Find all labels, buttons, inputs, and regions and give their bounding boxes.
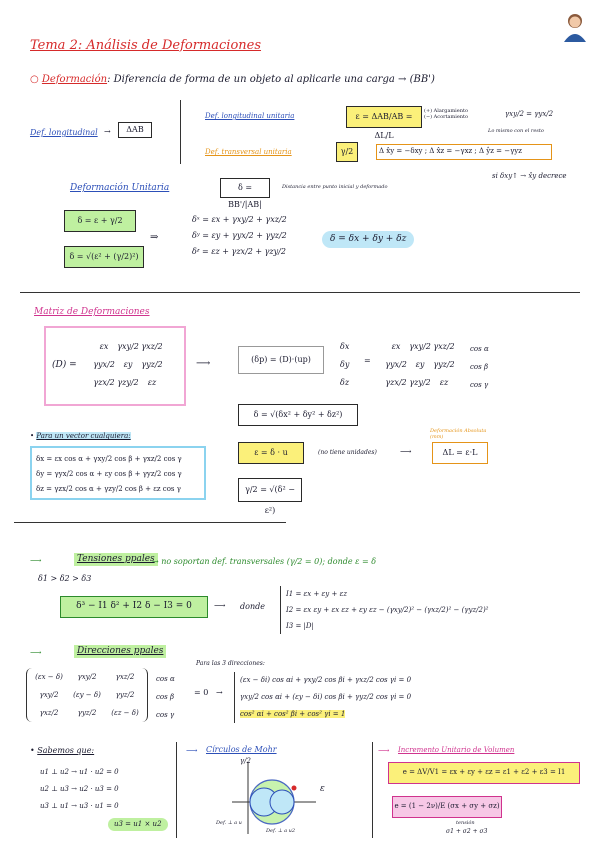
def-transversal-formula: Δ x̂y = −δxy ; Δ x̂z = −γxz ; Δ ŷz = −γyz	[376, 144, 552, 160]
incremento-label: Incremento Unitario de Volumen	[398, 746, 515, 754]
tensiones-order: δ1 > δ2 > δ3	[38, 574, 92, 583]
side-formula: γxy/2 = γyx/2	[505, 110, 554, 118]
arrow-icon: ⟶	[30, 556, 42, 565]
sabemos-label: • Sabemos que:	[30, 746, 95, 755]
def-unitaria-eqs: δˣ = εx + γxy/2 + γxz/2 δʸ = εy + γyx/2 + γyz/2 δᶻ = εz + γzx/2 + γzy/2	[192, 215, 287, 256]
arrow-icon: ⟶	[214, 601, 226, 610]
section-divider	[20, 292, 580, 293]
mohr-note1: Def. ⊥ a u	[216, 820, 242, 826]
matriz-D: εx γxy/2 γxz/2 γyx/2 εy γyz/2 γzx/2 γzy/2 εz	[93, 342, 163, 387]
tensiones-donde: donde	[240, 602, 265, 611]
mohr-note2: Def. ⊥ a u2	[266, 828, 296, 834]
deformacion-line	[30, 74, 435, 86]
arrow-icon: →	[216, 688, 223, 697]
deformacion-label: Deformación	[41, 74, 108, 85]
direcciones-note: Para las 3 direcciones:	[196, 660, 265, 667]
matriz-gamma-half: γ/2 = √(δ² − ε²)	[238, 478, 302, 502]
matriz-D-label: (D) =	[52, 360, 77, 370]
incremento-eq1: e = ΔV/V1 = εx + εy + εz = ε1 + ε2 + ε3 = I1	[388, 762, 580, 784]
sabemos-cross: u3 = u1 × u2	[108, 818, 168, 831]
direcciones-matrix: (εx − δ) γxy/2 γxz/2 γxy/2 (εy − δ) γyz/2 γxz/2 γyz/2 (εz − δ)	[26, 668, 148, 722]
def-unitaria-label: Deformación Unitaria	[70, 183, 170, 193]
def-long-label: Def. longitudinal	[30, 128, 98, 137]
matriz-dp-label: (δp) = (D)·(up)	[238, 346, 324, 374]
tensiones-text: → no soportan def. transversales (γ/2 = 0); donde ε = δ	[152, 557, 377, 566]
arrow-icon: →	[398, 74, 407, 85]
deformacion-bullet: ○	[30, 74, 42, 85]
divider	[372, 742, 373, 838]
si-note: si δxy↑ → x̂y decrece	[492, 172, 567, 180]
arrow-icon: ⟶	[400, 447, 412, 456]
def-long-unitaria-formula: ε = ΔAB/AB = ΔL/L	[346, 106, 422, 128]
arrow-icon: ⟶	[30, 648, 42, 657]
incremento-sub: σ1 + σ2 + σ3	[446, 828, 488, 835]
sabemos-list: u1 ⊥ u2 → u1 · u2 = 0 u2 ⊥ u3 → u2 · u3 = 0 u3 ⊥ u1 → u3 · u1 = 0	[40, 768, 119, 810]
matriz-delta-L: ΔL = ε·L	[432, 442, 488, 464]
arrow-icon: ⟶	[196, 358, 211, 369]
page-title: Tema 2: Análisis de Deformaciones	[30, 38, 262, 53]
incremento-note: tensión	[456, 820, 475, 826]
section-divider	[14, 522, 286, 523]
deformacion-text: : Diferencia de forma de un objeto al aplicarle una carga	[107, 74, 395, 85]
user-avatar-icon	[562, 12, 588, 42]
def-long-note: (+) Alargamiento (−) Acortamiento	[424, 108, 469, 120]
vector-box: δx = εx cos α + γxy/2 cos β + γxz/2 cos γ δy = γyx/2 cos α + εy cos β + γyz/2 cos γ δz = γzx/2 cos α + γzy/2 cos β + εz cos γ	[30, 446, 206, 500]
equals-icon: =	[364, 356, 371, 365]
def-unitaria-formula: δ = BB'/|AB|	[220, 178, 270, 198]
arrow-icon: →	[104, 127, 111, 136]
mohr-circles	[228, 758, 318, 838]
mohr-label: Círculos de Mohr	[206, 745, 277, 754]
side-note: Lo mismo con el resto	[488, 128, 544, 134]
tensiones-invariants: I1 = εx + εy + εz I2 = εx εy + εx εz + εy εz − (γxy/2)² − (γxz/2)² − (γyz/2)² I3 = |D|	[280, 586, 488, 634]
matriz-eps-dot: ε = δ · u	[238, 442, 304, 464]
tensiones-cubic: δ³ − I1 δ² + I2 δ − I3 = 0	[60, 596, 208, 618]
deformacion-result: (BB')	[409, 74, 435, 85]
def-unitaria-sum: δ = δx + δy + δz	[322, 231, 414, 248]
arrow-icon: ⟶	[378, 746, 390, 755]
def-long-unitaria-label: Def. longitudinal unitaria	[205, 112, 295, 120]
def-long-box: ΔAB	[118, 122, 152, 138]
divider	[176, 742, 177, 838]
direcciones-system: (εx − δi) cos αi + γxy/2 cos βi + γxz/2 cos γi = 0 γxy/2 cos αi + (εy − δi) cos βi + γyz/2 cos γi = 0 cos² αi + cos² βi + cos² γi = 1	[234, 672, 411, 723]
mohr-axis: γ/2	[240, 757, 251, 765]
mohr-eps: ε	[320, 784, 325, 794]
arrow-icon: ⟶	[186, 746, 198, 755]
matriz-cos: cos α cos β cos γ	[470, 345, 489, 389]
direcciones-label: Direcciones ppales	[74, 645, 166, 658]
def-unitaria-box1: δ = ε + γ/2	[64, 210, 136, 232]
def-unitaria-box2: δ = √(ε² + (γ/2)²)	[64, 246, 144, 268]
matriz-label: Matriz de Deformaciones	[34, 307, 150, 317]
def-unitaria-note: Distancia entre punto inicial y deformado	[282, 184, 388, 190]
matriz-D-copy: εx γxy/2 γxz/2 γyx/2 εy γyz/2 γzx/2 γzy/2 εz	[385, 342, 455, 387]
tensiones-label: Tensiones ppales	[74, 553, 158, 566]
def-transversal-label: Def. transversal unitaria	[205, 148, 292, 156]
incremento-eq2: e = (1 − 2ν)/E (σx + σy + σz)	[392, 796, 502, 818]
matriz-dxyz: δx δy δz	[340, 342, 350, 387]
vector-label: • Para un vector cualquiera:	[30, 432, 131, 440]
matriz-orange-note: Deformación Absoluta (mm)	[430, 428, 487, 440]
direcciones-cos: cos α cos β cos γ	[156, 675, 175, 719]
matriz-modulus: δ = √(δx² + δy² + δz²)	[238, 404, 358, 426]
matriz-no-units: (no tiene unidades)	[318, 449, 377, 456]
def-transversal-box: γ/2	[336, 142, 358, 162]
divider	[180, 100, 181, 164]
implies-icon: ⇒	[150, 232, 159, 243]
direcciones-eq-zero: = 0	[194, 688, 209, 697]
